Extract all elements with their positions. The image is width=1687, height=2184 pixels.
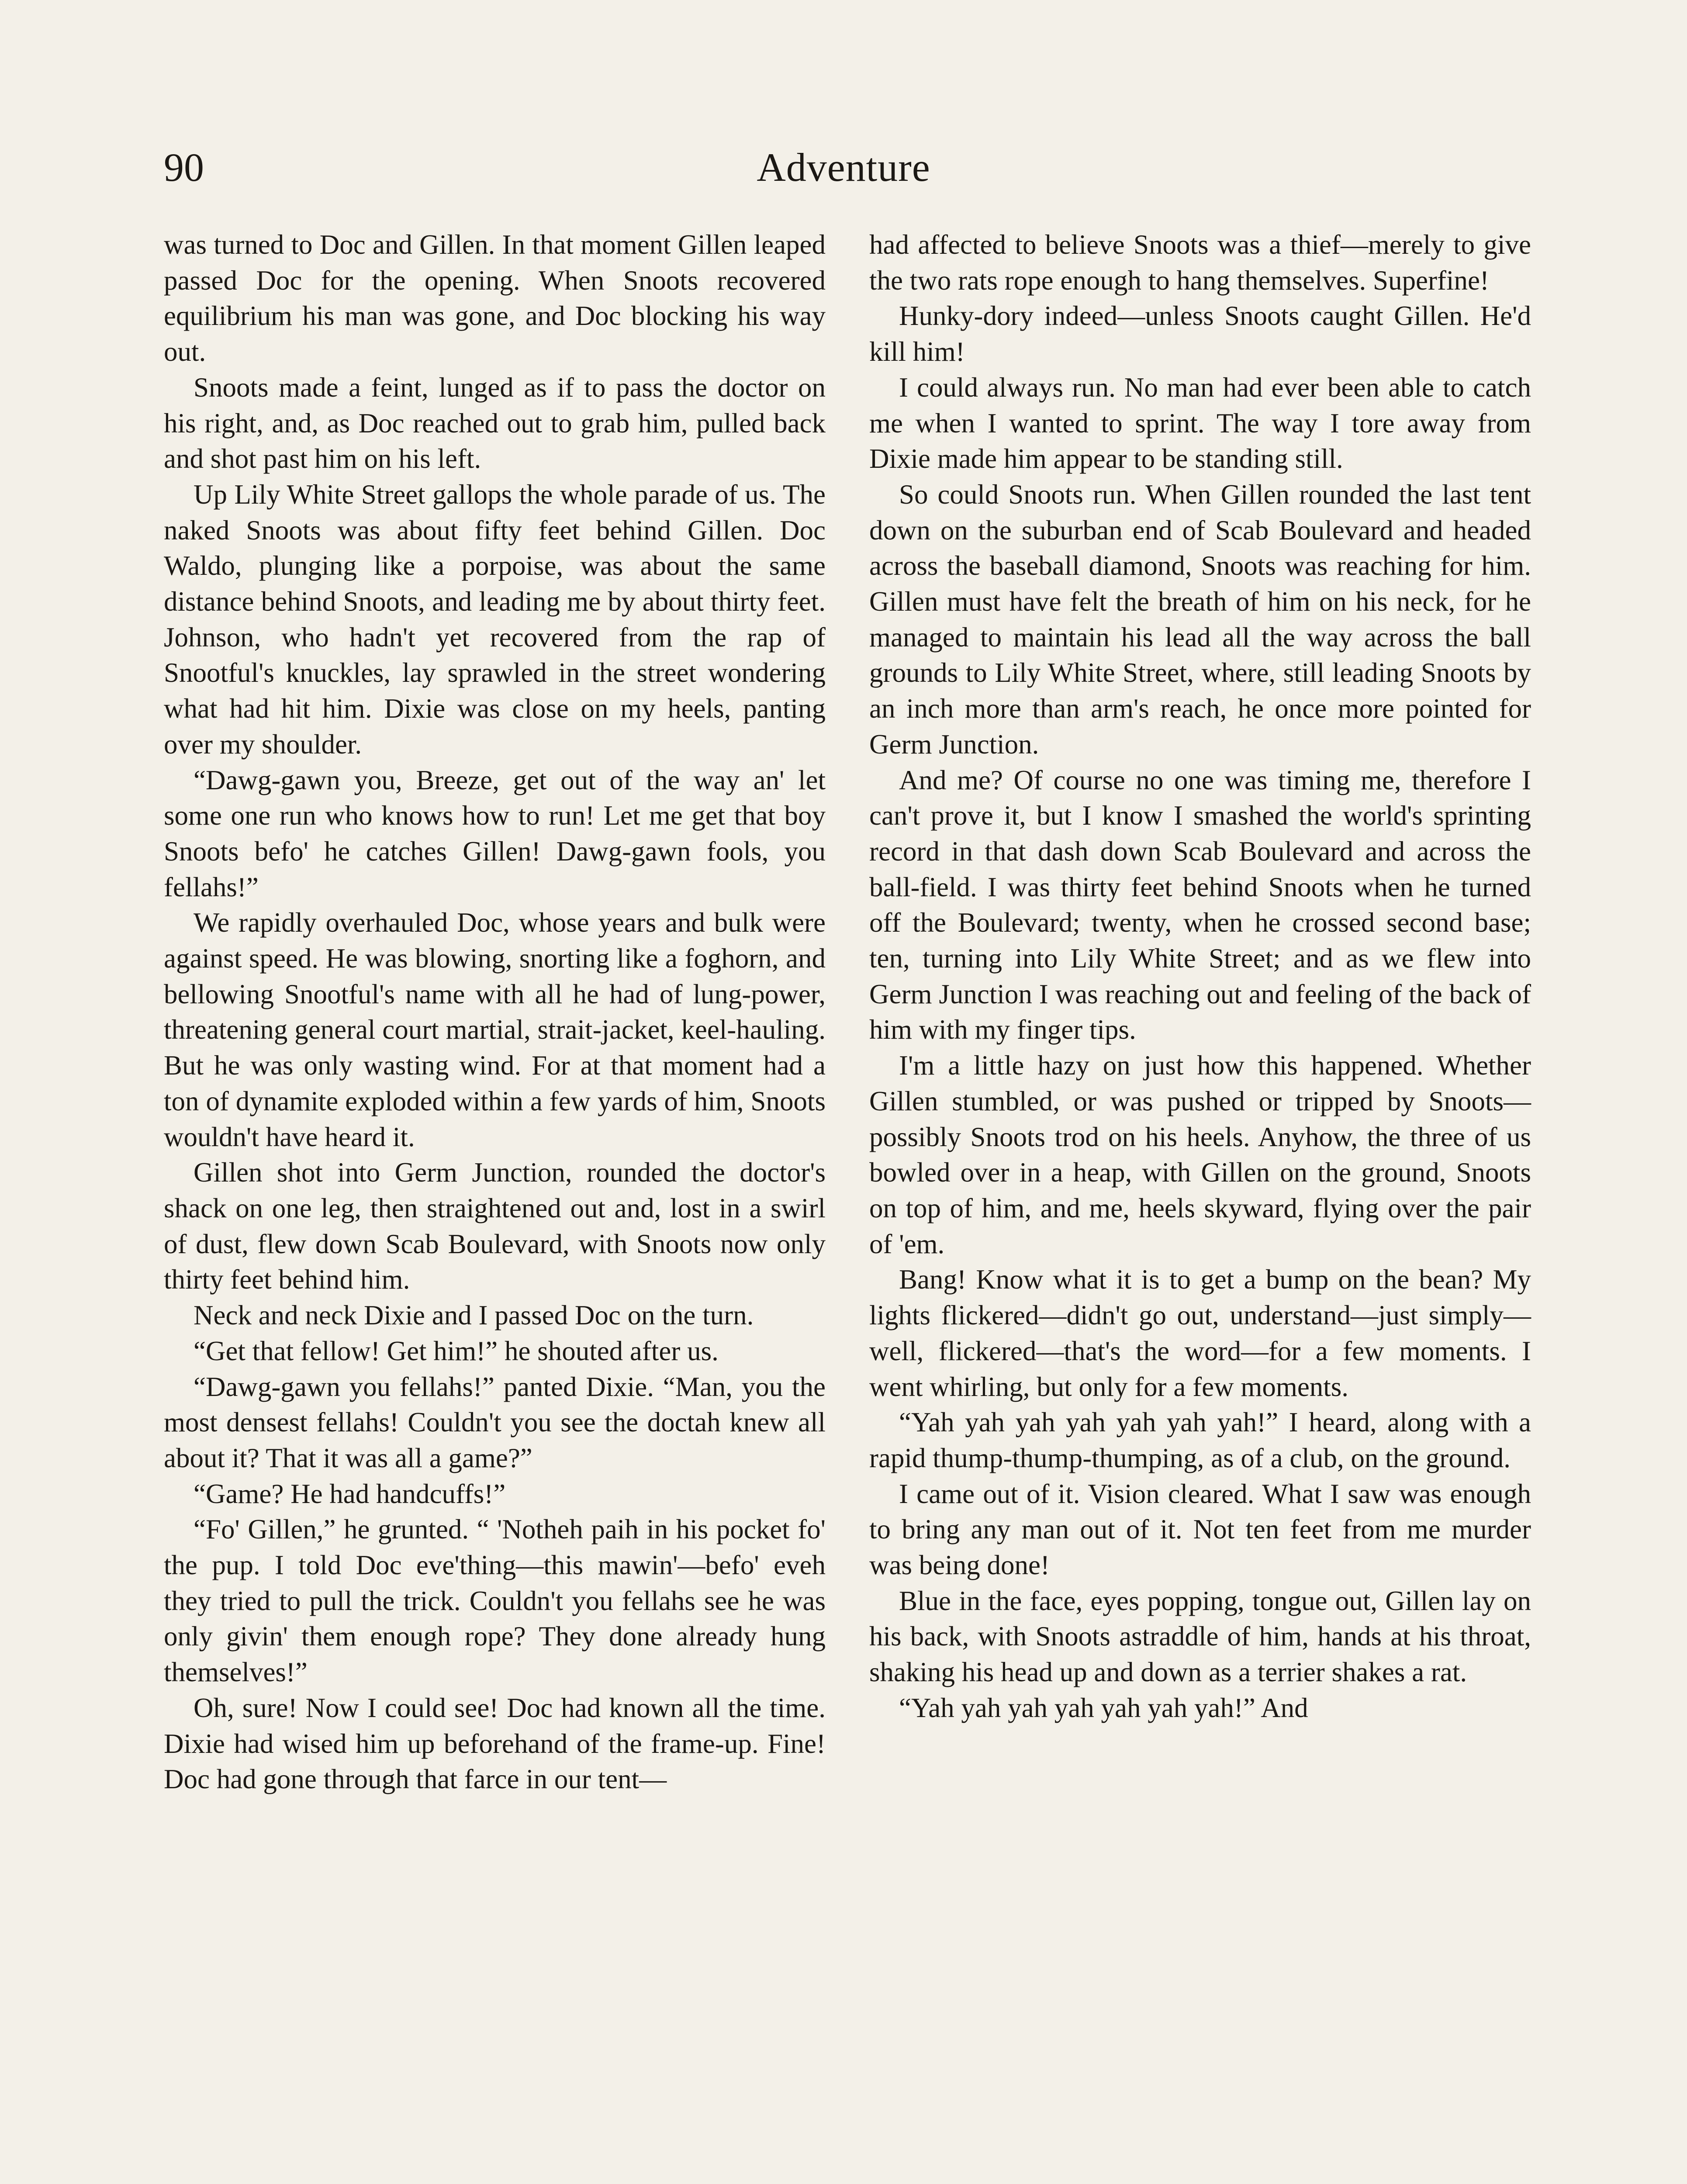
running-title: Adventure xyxy=(757,145,930,190)
paragraph: I'm a little hazy on just how this happened. Whether Gillen stumbled, or was pushed or tripped by Snoots—possibly Snoots trod on his heels. Anyhow, the three of us bowled over in a heap, with Gillen on the ground, Snoots on top of him, and me, heels skyward, flying over the pair of 'em. xyxy=(869,1050,1531,1259)
paragraph: And me? Of course no one was timing me, therefore I can't prove it, but I know I smashed the world's sprinting record in that dash down Scab Boulevard and across the ball-field. I was thirty feet behind Snoots when he turned off the Boulevard; twenty, when he crossed second base; ten, turning into Lily White Street; and as we flew into Germ Junction I was reaching out and feeling of the back of him with my finger tips. xyxy=(869,764,1531,1045)
paragraph: Gillen shot into Germ Junction, rounded the doctor's shack on one leg, then straightened out and, lost in a swirl of dust, flew down Scab Boulevard, with Snoots now only thirty feet behind him. xyxy=(164,1157,826,1295)
paragraph: Oh, sure! Now I could see! Doc had known all the time. Dixie had wised him up beforehand of the frame-up. Fine! Doc had gone through that farce in our tent— xyxy=(164,1692,826,1795)
paragraph: Blue in the face, eyes popping, tongue out, Gillen lay on his back, with Snoots astraddle of him, hands at his throat, shaking his head up and down as a terrier shakes a rat. xyxy=(869,1585,1531,1688)
paragraph: “Fo' Gillen,” he grunted. “ 'Notheh paih in his pocket fo' the pup. I told Doc eve'thing—this mawin'—befo' eveh they tried to pull the trick. Couldn't you fellahs see he was only givin' them enough rope? They done already hung themselves!” xyxy=(164,1514,826,1688)
paragraph: “Dawg-gawn you, Breeze, get out of the way an' let some one run who knows how to run! Let me get that boy Snoots befo' he catches Gillen! Dawg-gawn fools, you fellahs!” xyxy=(164,764,826,902)
left-column xyxy=(164,227,826,1797)
paragraph: We rapidly overhauled Doc, whose years and bulk were against speed. He was blowing, snorting like a foghorn, and bellowing Snootful's name with all he had of lung-power, threatening general court martial, strait-jacket, keel-hauling. But he was only wasting wind. For at that moment had a ton of dynamite exploded within a few yards of him, Snoots wouldn't have heard it. xyxy=(164,907,826,1152)
page-header xyxy=(164,139,1523,204)
paragraph: Snoots made a feint, lunged as if to pass the doctor on his right, and, as Doc reached out to grab him, pulled back and shot past him on his left. xyxy=(164,372,826,474)
paragraph: “Yah yah yah yah yah yah yah!” And xyxy=(899,1692,1308,1723)
paragraph: Up Lily White Street gallops the whole parade of us. The naked Snoots was about fifty feet behind Gillen. Doc Waldo, plunging like a porpoise, was about the same distance behind Snoots, and leading me by about thirty feet. Johnson, who hadn't yet recovered from the rap of Snootful's knuckles, lay sprawled in the street wondering what had hit him. Dixie was close on my heels, panting over my shoulder. xyxy=(164,479,826,760)
paragraph: was turned to Doc and Gillen. In that moment Gillen leaped passed Doc for the opening. When Snoots recovered equilibrium his man was gone, and Doc blocking his way out. xyxy=(164,229,826,367)
paragraph: Hunky-dory indeed—unless Snoots caught Gillen. He'd kill him! xyxy=(869,301,1531,367)
paragraph: “Game? He had handcuffs!” xyxy=(194,1478,506,1509)
paragraph: I came out of it. Vision cleared. What I saw was enough to bring any man out of it. Not ten feet from me murder was being done! xyxy=(869,1478,1531,1581)
paragraph: “Dawg-gawn you fellahs!” panted Dixie. “Man, you the most densest fellahs! Couldn't you see the doctah knew all about it? That it was all a game?” xyxy=(164,1371,826,1473)
page-number: 90 xyxy=(164,145,204,190)
right-column xyxy=(869,227,1531,1726)
paragraph: had affected to believe Snoots was a thief—merely to give the two rats rope enough to hang themselves. Superfine! xyxy=(869,229,1531,296)
paragraph: So could Snoots run. When Gillen rounded the last tent down on the suburban end of Scab Boulevard and headed across the baseball diamond, Snoots was reaching for him. Gillen must have felt the breath of him on his neck, for he managed to maintain his lead all the way across the ball grounds to Lily White Street, where, still leading Snoots by an inch more than arm's reach, he once more pointed for Germ Junction. xyxy=(869,479,1531,760)
paragraph: I could always run. No man had ever been able to catch me when I wanted to sprint. The way I tore away from Dixie made him appear to be standing still. xyxy=(869,372,1531,474)
paragraph: Bang! Know what it is to get a bump on the bean? My lights flickered—didn't go out, understand—just simply—well, flickered—that's the word—for a few moments. I went whirling, but only for a few moments. xyxy=(869,1264,1531,1402)
paragraph: “Yah yah yah yah yah yah yah!” I heard, along with a rapid thump-thump-thumping, as of a club, on the ground. xyxy=(869,1407,1531,1473)
paragraph: Neck and neck Dixie and I passed Doc on the turn. xyxy=(194,1300,754,1331)
paragraph: “Get that fellow! Get him!” he shouted after us. xyxy=(194,1335,719,1366)
